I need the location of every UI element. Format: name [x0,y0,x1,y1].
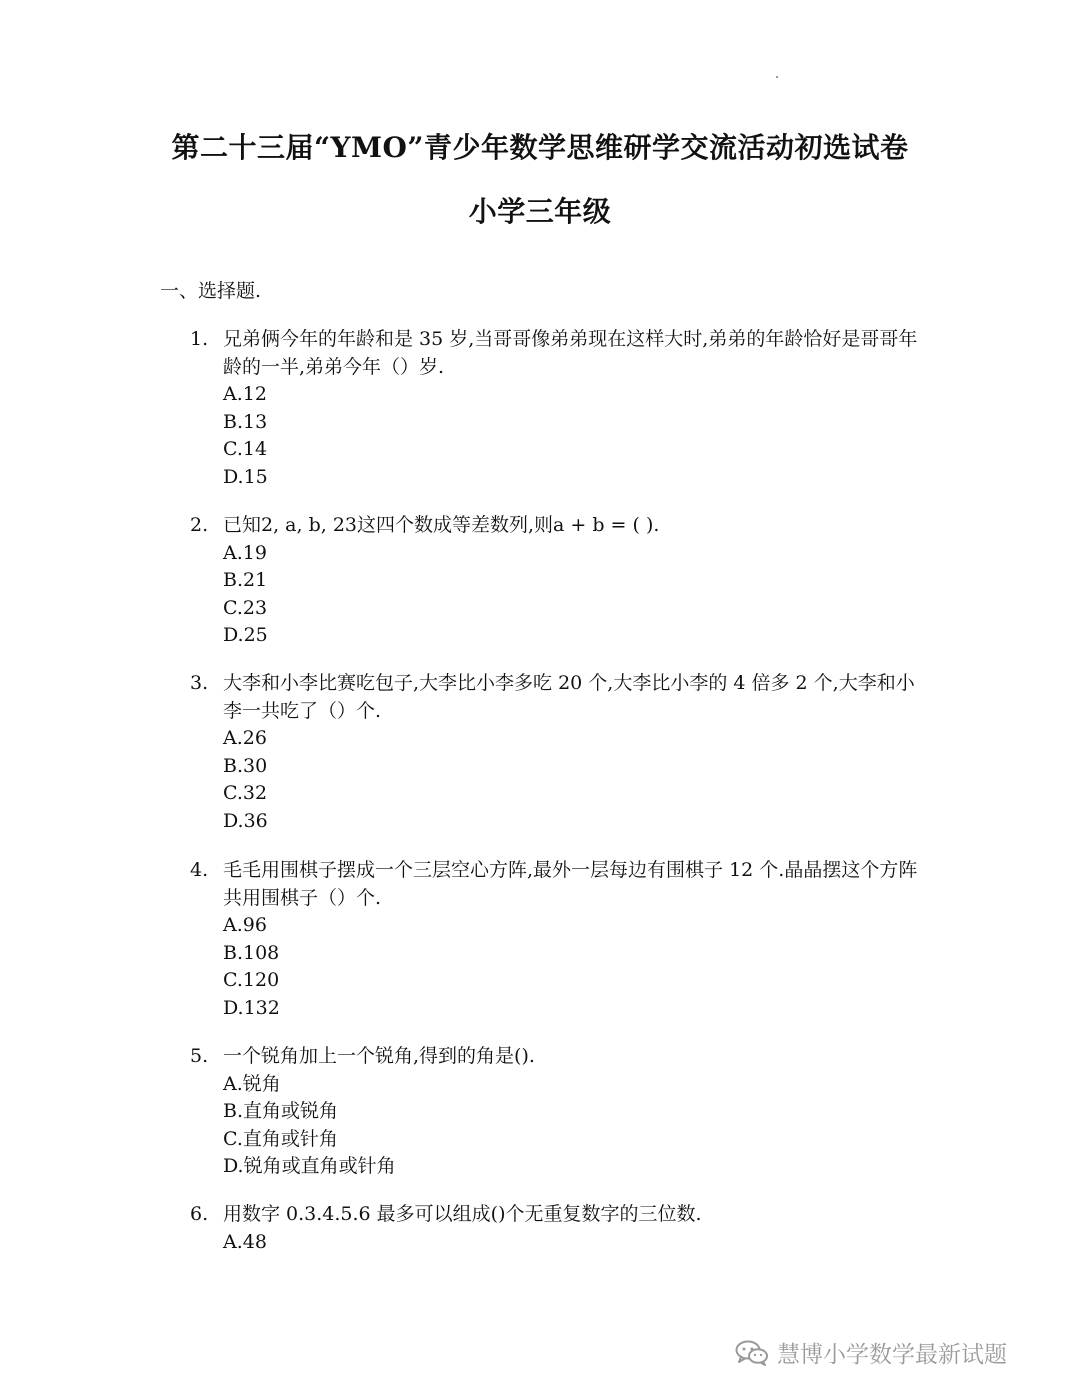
option-list [223,540,930,650]
question-number: 5. [190,1045,209,1067]
option-c: C.直角或针角 [223,1127,338,1150]
option-c: C.23 [223,596,268,619]
question-number: 2. [190,514,209,536]
option-a: A.48 [223,1230,267,1253]
option-list [223,725,930,835]
watermark-text: 慧博小学数学最新试题 [777,1342,1007,1368]
question-text: 毛毛用围棋子摆成一个三层空心方阵,最外一层每边有围棋子 12 个.晶晶摆这个方阵共用围棋子（）个. [223,859,918,909]
question-number: 6. [190,1203,209,1225]
option-b: B.13 [223,410,268,433]
question-text: 已知2, a, b, 23这四个数成等差数列,则a + b = ( ). [223,514,660,536]
option-a: A.96 [223,914,267,936]
question-2 [190,512,930,650]
option-c: C.14 [223,438,268,460]
watermark [735,1336,1007,1369]
page-subtitle: 小学三年级 [468,195,612,228]
question-text: 用数字 0.3.4.5.6 最多可以组成()个无重复数字的三位数. [223,1203,702,1225]
option-a: A.26 [223,727,267,749]
section-heading: 一、选择题. [160,280,262,302]
page-title: 第二十三届“YMO”青少年数学思维研学交流活动初选试卷 [171,131,909,164]
question-text: 大李和小李比赛吃包子,大李比小李多吃 20 个,大李比小李的 4 倍多 2 个,大李和小李一共吃了（）个. [223,672,915,722]
option-a: A.12 [223,383,267,405]
question-number: 3. [190,672,209,694]
option-list [223,912,930,1022]
question-4 [190,857,930,1022]
option-list [223,381,930,491]
option-b: B.直角或锐角 [223,1100,339,1122]
question-text: 兄弟俩今年的年龄和是 35 岁,当哥哥像弟弟现在这样大时,弟弟的年龄恰好是哥哥年龄的一半,弟弟今年（）岁. [223,328,918,378]
question-6 [190,1201,930,1256]
option-d: D.15 [223,465,268,488]
option-c: C.120 [223,969,280,991]
option-a: A.锐角 [223,1072,281,1095]
question-number: 4. [190,859,209,881]
option-b: B.30 [223,754,268,777]
option-c: C.32 [223,782,268,804]
question-1 [190,326,930,491]
option-list [223,1229,930,1257]
question-3 [190,670,930,835]
option-d: D.132 [223,996,280,1019]
option-d: D.36 [223,809,268,832]
scan-dot [776,76,778,78]
question-5 [190,1043,930,1181]
question-text: 一个锐角加上一个锐角,得到的角是(). [223,1045,535,1067]
option-b: B.21 [223,569,268,591]
option-list [223,1071,930,1181]
option-b: B.108 [223,941,280,964]
option-a: A.19 [223,541,267,564]
wechat-icon [735,1340,769,1366]
option-d: D.锐角或直角或针角 [223,1155,396,1177]
question-number: 1. [190,328,209,350]
option-d: D.25 [223,624,268,646]
